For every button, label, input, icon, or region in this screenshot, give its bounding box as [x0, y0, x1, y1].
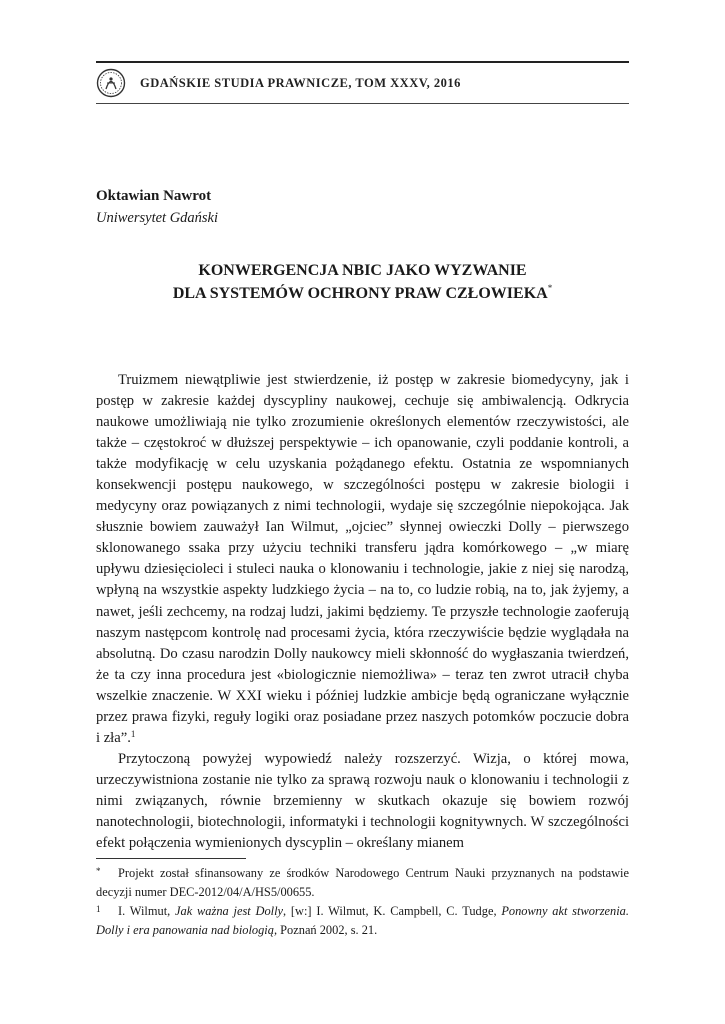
footnote-1-book-title: Ponowny akt stworzenia. Dolly i era panowania nad biologią, — [96, 904, 629, 937]
body-paragraph-2: Przytoczoną powyżej wypowiedź należy rozszerzyć. Wizja, o której mowa, urzeczywistniona zostanie nie tylko za sprawą rozwoju nauk o klonowaniu i technologii z nimi związanych, równie brzemienny w skutkach okazuje się bowiem rozwój nanotechnologii, biotechnologii, informatyki i technologii kognitywnych. W szczególności efekt połączenia wymienionych dyscyplin – określany mianem — [96, 750, 629, 852]
title-line-2 — [96, 282, 629, 305]
journal-seal-icon — [96, 68, 126, 98]
paragraph-1-text: Truizmem niewątpliwie jest stwierdzenie, iż postęp w zakresie biomedycyny, jak i postęp w zakresie każdej dyscypliny naukowej, cechuje się ambiwalencją. Odkrycia naukowe umożliwiają nie tylko zrozumienie określonych elementów rzeczywistości, ale także – częstokroć w dłuższej perspektywie – ich opanowanie, czyli poddanie kontroli, a także modyfikację w celu uzyskania pożądanego efektu. Ostatnia ze wspomnianych konsekwencji postępu naukowego, w szczególności postępu w zakresie biologii i medycyny oraz powiązanych z nimi technologii, wydaje się szczególnie niepokojąca. Jak słusznie bowiem zauważył Ian Wilmut, „ojciec” słynnej owieczki Dolly – pierwszego sklonowanego ssaka przy użyciu techniki transferu jądra komórkowego – „w miarę upływu dziesięcioleci i stuleci nauka o klonowaniu i technologie, jakie z niej się narodzą, wpłyną na wszystkie aspekty ludzkiego życia – na to, co ludzie robią, na to, jak żyjemy, a nawet, jeśli zechcemy, na rodzaj ludzi, jakimi będziemy. Te przyszłe technologie zaoferują naszym następcom kontrolę nad procesami życia, która rzeczywiście będzie wyglądała na absolutną. Do czasu narodzin Dolly naukowcy mieli skłonność do wygłaszania twierdzeń, że ta czy inna procedura jest «biologicznie niemożliwa» – teraz ten zwrot utracił chyba wszelkie znaczenie. W XXI wieku i później ludzkie ambicje będą ograniczane wyłącznie przez prawa fizyki, reguły logiki oraz posiadane przez naszych potomków poczucie dobra i zła”. — [96, 372, 629, 746]
footnote-star-mark: * — [96, 866, 101, 876]
body-paragraph-1 — [96, 370, 629, 749]
footnotes — [96, 864, 629, 940]
author-name: Oktawian Nawrot — [96, 188, 212, 204]
footnote-star-text: Projekt został sfinansowany ze środków Narodowego Centrum Nauki przyznanych na podstawie decyzji numer DEC-2012/04/A/HS5/00655. — [96, 866, 629, 899]
footnote-1-author: I. Wilmut, — [118, 904, 171, 918]
title-line-1: KONWERGENCJA NBIC JAKO WYZWANIE — [198, 262, 527, 279]
header-rule-bottom — [96, 103, 629, 104]
footnote-1-editors: , [w:] I. Wilmut, K. Campbell, C. Tudge, — [283, 904, 497, 918]
footnote-star — [96, 864, 629, 902]
footnote-1-chapter-title: Jak ważna jest Dolly — [175, 904, 284, 918]
footnote-1-imprint: Poznań 2002, s. 21. — [280, 923, 378, 937]
footnote-separator — [96, 858, 246, 859]
footnote-1-mark: 1 — [96, 904, 101, 914]
title-line-2-text: DLA SYSTEMÓW OCHRONY PRAW CZŁOWIEKA — [172, 285, 548, 302]
footnote-reference-1: 1 — [130, 728, 136, 739]
title-footnote-mark: * — [547, 283, 553, 293]
article-body — [96, 370, 629, 854]
footnote-1 — [96, 902, 629, 940]
header-rule-top — [96, 61, 629, 63]
author-affiliation: Uniwersytet Gdański — [96, 210, 219, 226]
article-title — [96, 259, 629, 305]
journal-header-title: GDAŃSKIE STUDIA PRAWNICZE, TOM XXXV, 2016 — [140, 76, 461, 90]
